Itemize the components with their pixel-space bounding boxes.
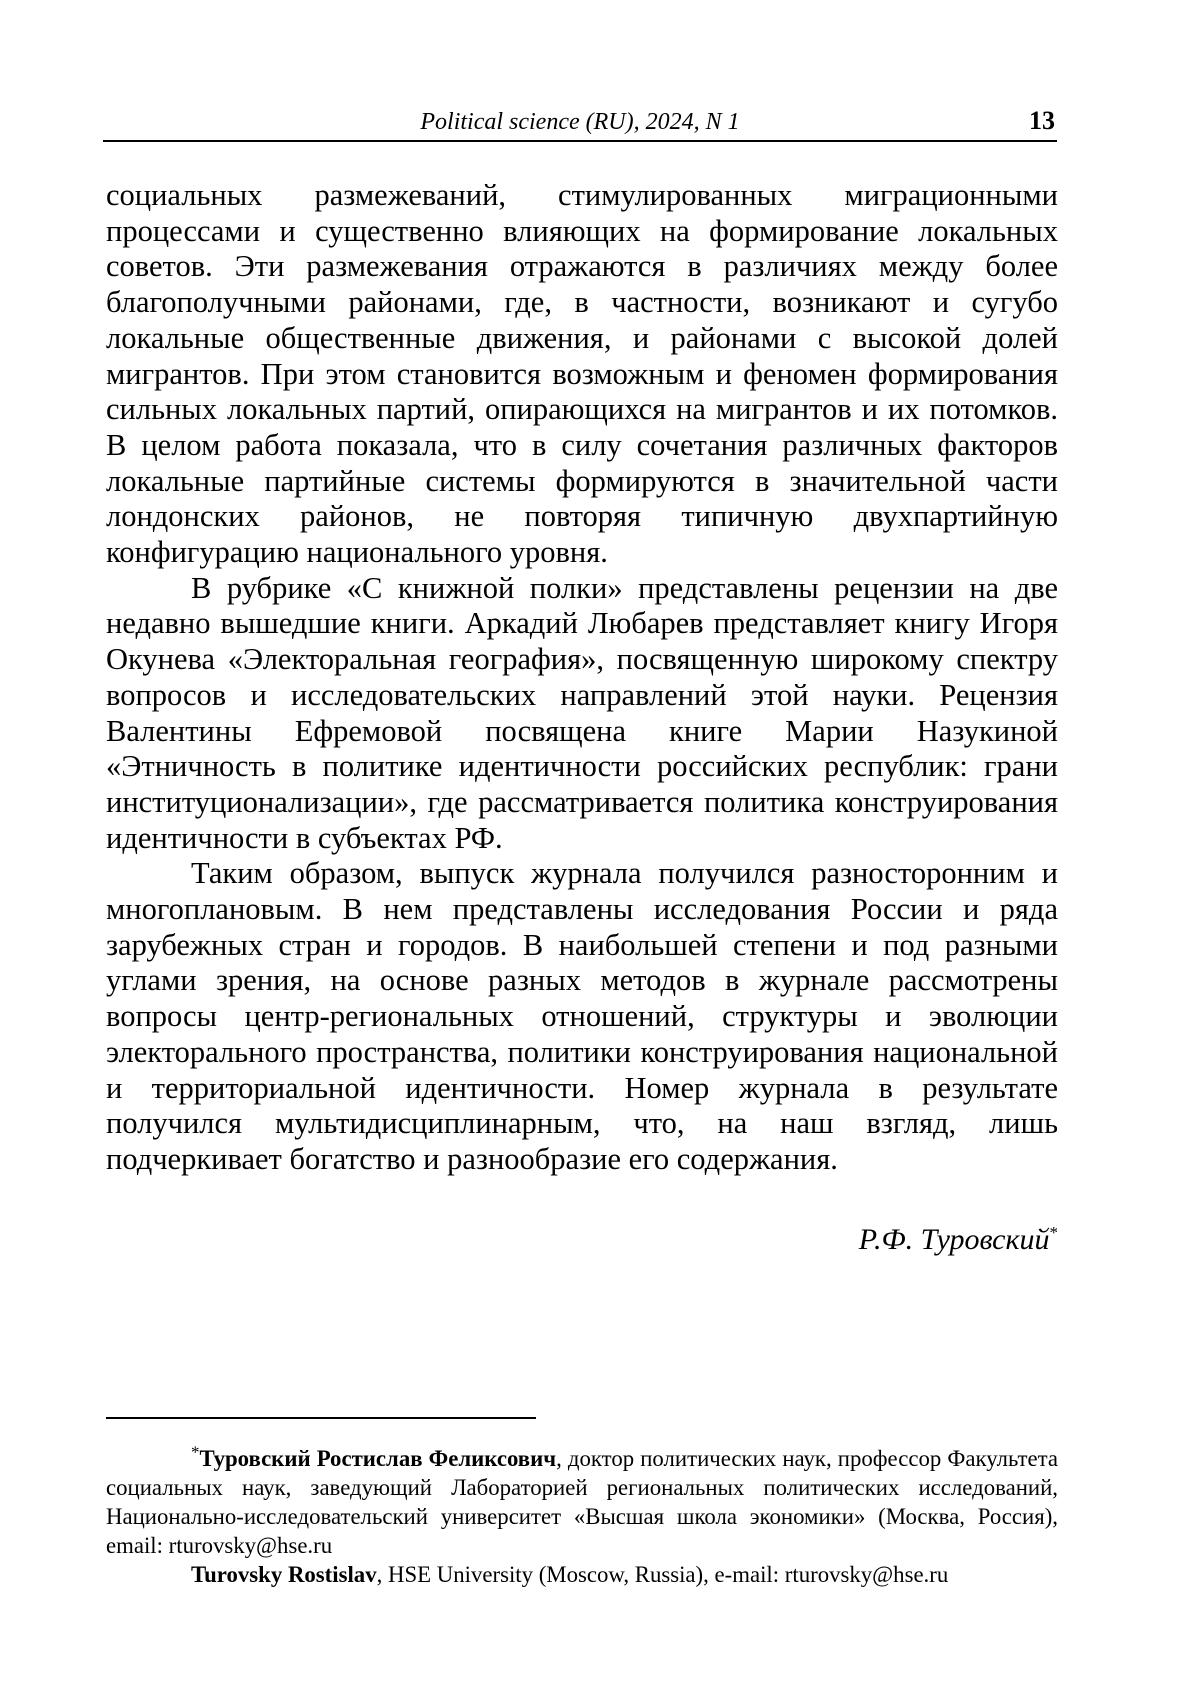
footnote-ru-name: Туровский Ростислав Феликсович — [200, 1446, 557, 1471]
footnote-en-name: Turovsky Rostislav — [191, 1562, 377, 1587]
running-header — [103, 104, 1057, 142]
signature-name: Р.Ф. Туровский — [859, 1223, 1050, 1256]
paragraph-2: В рубрике «С книжной полки» представлены рецензии на две недавно вышедшие книги. Аркадий Любарев представляет книгу Игоря Окунева «Электоральная география», посвященную широкому спектру вопросов и исследовательских направлений этой науки. Рецензия Валентины Ефремовой посвящена книге Ма­рии Назукиной «Этничность в политике идентичности российских республик: грани институционализации», где рассматривается по­литика конструирования идентичности в субъектах РФ. — [106, 571, 1058, 857]
signature-footnote-mark: * — [1050, 1223, 1059, 1242]
footnote-mark: * — [191, 1442, 200, 1461]
footnote — [106, 1444, 1058, 1589]
footnote-ru — [106, 1444, 1058, 1560]
footnote-en — [106, 1560, 1058, 1589]
paragraph-3: Таким образом, выпуск журнала получился разносторонним и многоплановым. В нем представлены исследования России и ряда зарубежных стран и городов. В наибольшей степени и под раз­ными углами зрения, на основе разных методов в журнале рассмот­рены вопросы центр-региональных отношений, структуры и эволюции электорального пространства, политики конструирования нацио­нальной и территориальной идентичности. Номер журнала в ре­зультате получился мультидисциплинарным, что, на наш взгляд, лишь подчеркивает богатство и разнообразие его содержания. — [106, 856, 1058, 1177]
footnote-en-text: , HSE University (Moscow, Russia), e-mail: rturovsky@hse.ru — [377, 1562, 949, 1587]
journal-title: Political science (RU), 2024, N 1 — [103, 108, 1057, 136]
main-text — [106, 178, 1058, 1178]
footnote-ru-text: , доктор политических наук, про­фессор Факультета социальных наук, заведующий Лабораторией региональных политических исследований, Национально-исследовательский университет «Выс­шая школа экономики» (Москва, Россия), email: rturovsky@hse.ru — [106, 1446, 1058, 1558]
footnote-divider — [106, 1417, 536, 1419]
page-number: 13 — [1029, 106, 1055, 136]
author-signature — [859, 1222, 1058, 1258]
paragraph-1: социальных размежеваний, стимулированных миграционными процессами и существенно влияющих на формирование локаль­ных советов. Эти размежевания отражаются в различиях между более благополучными районами, где, в частности, возникают и сугубо локальные общественные движения, и районами с высокой долей мигрантов. При этом становится возможным и феномен формирования сильных локальных партий, опирающихся на ми­грантов и их потомков. В целом работа показала, что в силу соче­тания различных факторов локальные партийные системы форми­руются в значительной части лондонских районов, не повторяя типичную двухпартийную конфигурацию национального уровня. — [106, 178, 1058, 571]
